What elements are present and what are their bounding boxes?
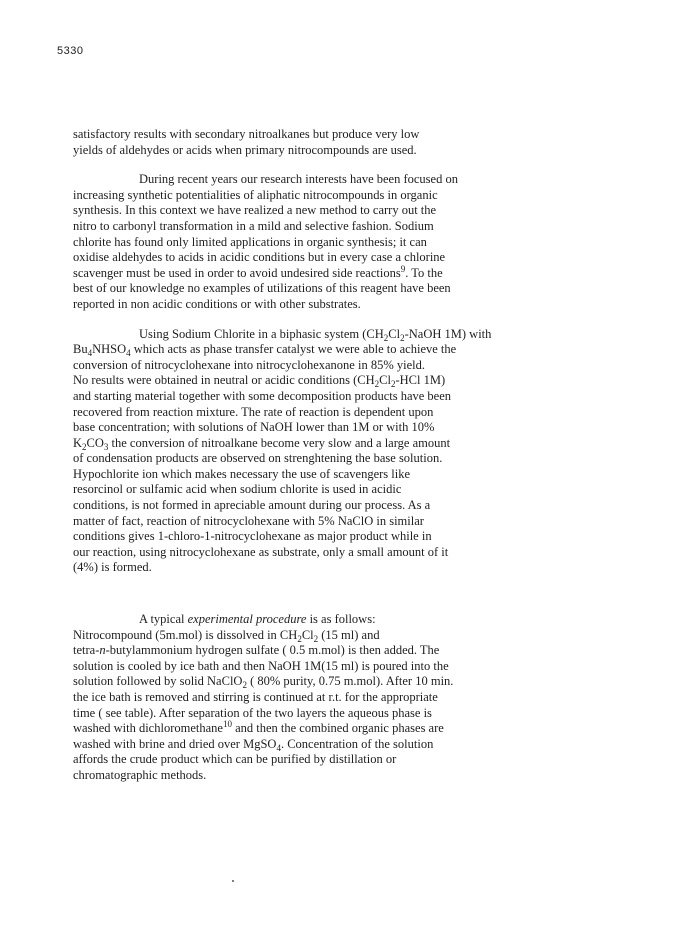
text-line: nitro to carbonyl transformation in a mild and selective fashion. Sodium — [73, 218, 434, 233]
paragraph-3 — [73, 327, 613, 577]
text-line: conversion of nitrocyclohexane into nitrocyclohexanone in 85% yield. — [73, 357, 425, 372]
text-line: conditions, is not formed in apreciable amount during our process. As a — [73, 498, 431, 513]
text-line: $Bu_4NHSO_4$ which acts as phase transfer catalyst we were able to achieve the — [73, 342, 457, 359]
text-line: tetra-n-butylammonium hydrogen sulfate ( 0.5 m.mol) is then added. The — [73, 643, 440, 658]
text-line: satisfactory results with secondary nitroalkanes but produce very low — [73, 127, 420, 141]
text-line: Nitrocompound (5m.mol) is dissolved in $CH_2Cl_2$ (15 ml) and — [73, 627, 380, 644]
citation-superscript: 9 — [400, 263, 406, 274]
text-line: our reaction, using nitrocyclohexane as substrate, only a small amount of it — [73, 544, 449, 559]
text-line: (4%) is formed. — [73, 560, 152, 575]
text-line: conditions gives 1-chloro-1-nitrocyclohexane as major product while in — [73, 529, 432, 544]
text-line: the ice bath is removed and stirring is continued at r.t. for the appropriate — [73, 690, 438, 704]
text-line: recovered from reaction mixture. The rate of reaction is dependent upon — [73, 404, 434, 419]
text-line: scavenger must be used in order to avoid undesired side reactions$^9$. To the — [73, 263, 443, 280]
page-number: 5330 — [57, 45, 84, 57]
text-line: increasing synthetic potentialities of aliphatic nitrocompounds in organic — [73, 187, 438, 202]
text-line: base concentration; with solutions of NaOH lower than 1M or with 10% — [73, 420, 435, 435]
text-line: best of our knowledge no examples of utilizations of this reagent have been — [73, 281, 451, 296]
page-body — [73, 127, 613, 784]
text-line: No results were obtained in neutral or acidic conditions ($CH_2Cl_2$-HCl 1M) — [73, 373, 446, 390]
text-line: oxidise aldehydes to acids in acidic conditions but in every case a chlorine — [73, 250, 446, 265]
text-line: of condensation products are observed on strenghtening the base solution. — [73, 451, 443, 466]
citation-superscript: 10 — [222, 719, 232, 730]
text-line: chromatographic methods. — [73, 767, 207, 782]
text-line: resorcinol or sulfamic acid when sodium chlorite is used in acidic — [73, 482, 402, 497]
paragraph-2 — [73, 172, 613, 312]
text-line: reported in non acidic conditions or with other substrates. — [73, 296, 361, 311]
scan-speck — [232, 880, 234, 882]
text-line: A typical experimental procedure is as follows: — [139, 612, 376, 627]
text-line: During recent years our research interests have been focused on — [139, 172, 458, 187]
paragraph-1 — [73, 127, 613, 158]
text-line: washed with brine and dried over MgSO$_4$. Concentration of the solution — [73, 736, 434, 753]
text-line: time ( see table). After separation of the two layers the aqueous phase is — [73, 705, 432, 720]
text-line: $K_2CO_3$ the conversion of nitroalkane become very slow and a large amount — [73, 435, 451, 452]
text-line: Using Sodium Chlorite in a biphasic system ($CH_2Cl_2$-NaOH 1M) with — [139, 326, 492, 343]
emphasis: experimental procedure — [187, 612, 307, 627]
text-line: chlorite has found only limited applications in organic synthesis; it can — [73, 234, 427, 249]
text-line: affords the crude product which can be purified by distillation or — [73, 752, 397, 767]
paragraph-4 — [73, 612, 613, 784]
text-line: solution is cooled by ice bath and then NaOH 1M(15 ml) is poured into the — [73, 658, 449, 673]
text-line: synthesis. In this context we have realized a new method to carry out the — [73, 203, 437, 218]
text-line: matter of fact, reaction of nitrocyclohexane with 5% NaClO in similar — [73, 513, 424, 528]
text-line: and starting material together with some decomposition products have been — [73, 388, 452, 403]
text-line: solution followed by solid NaClO$_2$ ( 80% purity, 0.75 m.mol). After 10 min. — [73, 674, 454, 691]
text-line: Hypochlorite ion which makes necessary the use of scavengers like — [73, 466, 411, 481]
text-line: washed with dichloromethane$^{10}$ and then the combined organic phases are — [73, 719, 444, 736]
text-line: yields of aldehydes or acids when primary nitrocompounds are used. — [73, 142, 417, 157]
